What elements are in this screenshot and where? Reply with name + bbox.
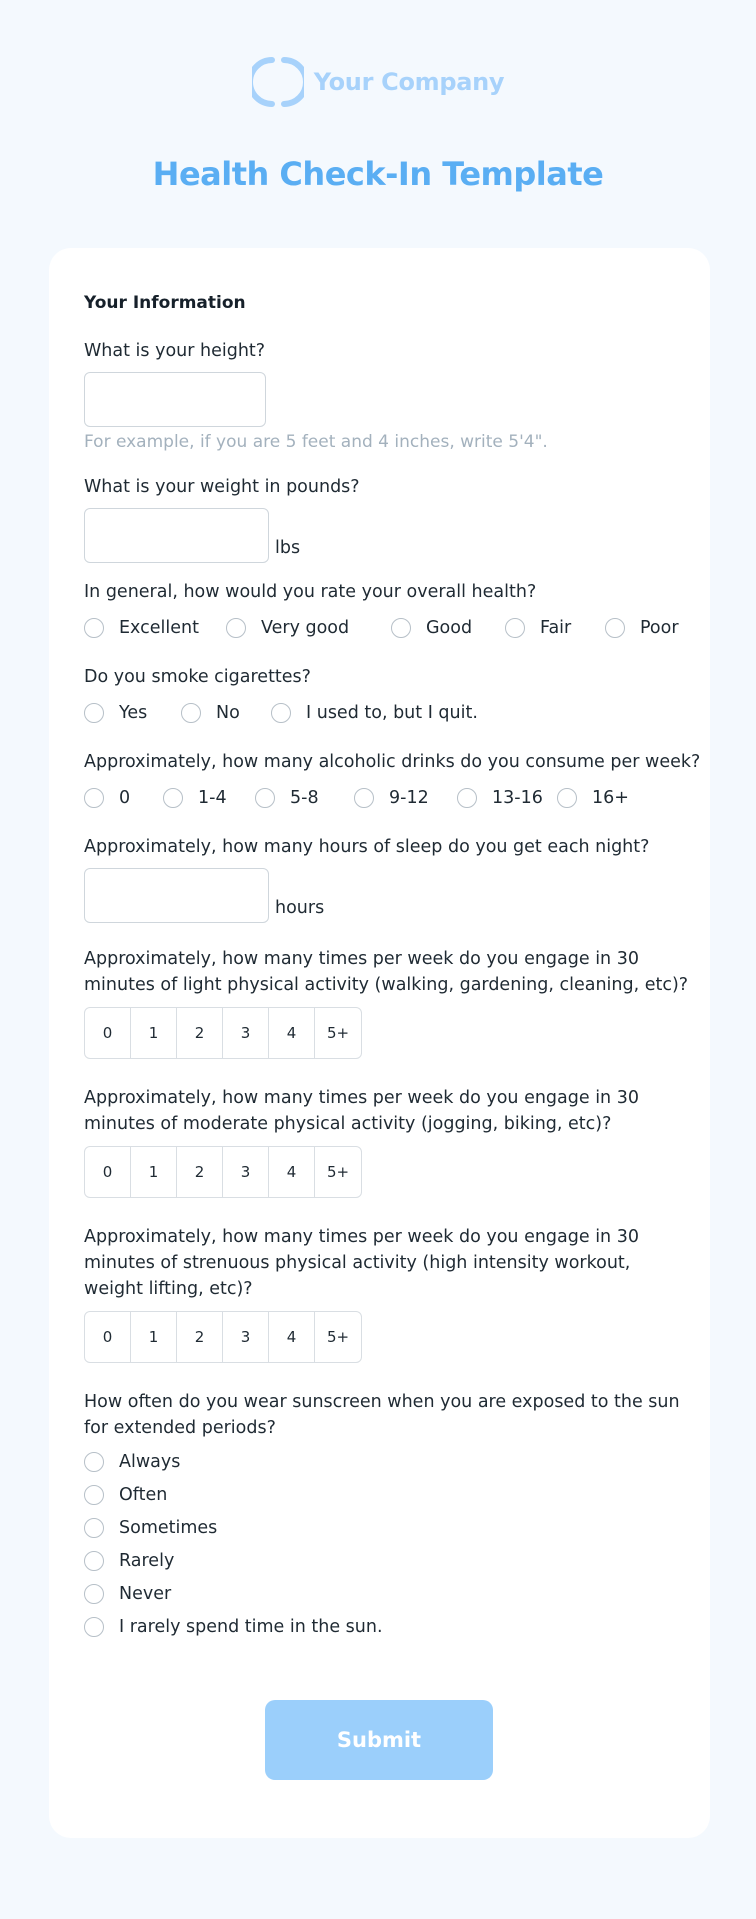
segment-option-1[interactable]: 1	[131, 1312, 177, 1362]
radio-option-rarely[interactable]: Rarely	[84, 1544, 383, 1577]
radio-option-rarely-in-sun[interactable]: I rarely spend time in the sun.	[84, 1610, 383, 1643]
radio-option-0[interactable]: 0	[84, 788, 163, 808]
question-line: minutes of moderate physical activity (jogging, biking, etc)?	[84, 1114, 612, 1134]
radio-button[interactable]	[84, 788, 104, 808]
segment-option-4[interactable]: 4	[269, 1312, 315, 1362]
weight-unit: lbs	[275, 538, 301, 558]
radio-button[interactable]	[391, 618, 411, 638]
company-logo-icon	[252, 56, 304, 108]
segment-option-1[interactable]: 1	[131, 1008, 177, 1058]
question-line: weight lifting, etc)?	[84, 1279, 253, 1299]
segment-option-0[interactable]: 0	[85, 1147, 131, 1197]
radio-button[interactable]	[84, 703, 104, 723]
radio-button[interactable]	[255, 788, 275, 808]
radio-option-13-16[interactable]: 13-16	[457, 788, 557, 808]
segment-option-3[interactable]: 3	[223, 1147, 269, 1197]
question-line: Approximately, how many times per week do you engage in 30	[84, 1227, 639, 1247]
question-line: Approximately, how many times per week do you engage in 30	[84, 1088, 639, 1108]
strenuous-activity-question	[84, 1224, 639, 1302]
height-input[interactable]	[84, 372, 266, 427]
sleep-question: Approximately, how many hours of sleep do you get each night?	[84, 837, 650, 857]
brand	[0, 56, 756, 108]
moderate-activity-selector	[84, 1146, 362, 1198]
section-title: Your Information	[84, 293, 246, 313]
segment-option-1[interactable]: 1	[131, 1147, 177, 1197]
radio-button[interactable]	[84, 1518, 104, 1538]
smoke-options	[84, 698, 478, 728]
radio-button[interactable]	[354, 788, 374, 808]
radio-button[interactable]	[605, 618, 625, 638]
weight-question: What is your weight in pounds?	[84, 477, 360, 497]
segment-option-5-plus[interactable]: 5+	[326, 1024, 350, 1042]
radio-option-1-4[interactable]: 1-4	[163, 788, 255, 808]
page-title: Health Check-In Template	[152, 155, 604, 193]
alcohol-options	[84, 783, 629, 813]
segment-option-5-plus[interactable]: 5+	[326, 1163, 350, 1181]
company-name: Your Company	[313, 68, 505, 96]
radio-option-often[interactable]: Often	[84, 1478, 383, 1511]
radio-button[interactable]	[271, 703, 291, 723]
segment-option-3[interactable]: 3	[223, 1008, 269, 1058]
radio-option-used-to-quit[interactable]: I used to, but I quit.	[271, 703, 478, 723]
smoke-question: Do you smoke cigarettes?	[84, 667, 311, 687]
radio-option-poor[interactable]: Poor	[605, 618, 679, 638]
form-card	[49, 248, 710, 1838]
overall-health-question: In general, how would you rate your overall health?	[84, 582, 537, 602]
sunscreen-options	[84, 1445, 383, 1643]
radio-button[interactable]	[226, 618, 246, 638]
submit-button[interactable]: Submit	[265, 1700, 493, 1780]
radio-option-good[interactable]: Good	[391, 618, 505, 638]
radio-button[interactable]	[181, 703, 201, 723]
radio-button[interactable]	[457, 788, 477, 808]
radio-option-9-12[interactable]: 9-12	[354, 788, 457, 808]
radio-button[interactable]	[84, 1584, 104, 1604]
radio-button[interactable]	[84, 1452, 104, 1472]
light-activity-question	[84, 946, 688, 998]
radio-button[interactable]	[163, 788, 183, 808]
radio-option-no[interactable]: No	[181, 703, 271, 723]
radio-option-16-plus[interactable]: 16+	[557, 788, 629, 808]
question-line: How often do you wear sunscreen when you are exposed to the sun	[84, 1392, 680, 1412]
sleep-input[interactable]	[84, 868, 269, 923]
radio-button[interactable]	[505, 618, 525, 638]
segment-option-0[interactable]: 0	[85, 1312, 131, 1362]
segment-option-3[interactable]: 3	[223, 1312, 269, 1362]
radio-option-sometimes[interactable]: Sometimes	[84, 1511, 383, 1544]
radio-option-never[interactable]: Never	[84, 1577, 383, 1610]
weight-input[interactable]	[84, 508, 269, 563]
moderate-activity-question	[84, 1085, 639, 1137]
radio-option-excellent[interactable]: Excellent	[84, 618, 226, 638]
radio-button[interactable]	[557, 788, 577, 808]
radio-option-yes[interactable]: Yes	[84, 703, 181, 723]
radio-option-always[interactable]: Always	[84, 1445, 383, 1478]
question-line: minutes of light physical activity (walking, gardening, cleaning, etc)?	[84, 975, 689, 995]
question-line: Approximately, how many times per week do you engage in 30	[84, 949, 639, 969]
strenuous-activity-selector	[84, 1311, 362, 1363]
segment-option-2[interactable]: 2	[177, 1147, 223, 1197]
radio-option-very-good[interactable]: Very good	[226, 618, 391, 638]
radio-button[interactable]	[84, 1485, 104, 1505]
segment-option-2[interactable]: 2	[177, 1312, 223, 1362]
radio-option-fair[interactable]: Fair	[505, 618, 605, 638]
segment-option-2[interactable]: 2	[177, 1008, 223, 1058]
segment-option-5-plus[interactable]: 5+	[326, 1328, 350, 1346]
question-line: minutes of strenuous physical activity (high intensity workout,	[84, 1253, 631, 1273]
sleep-unit: hours	[275, 898, 325, 918]
sunscreen-question	[84, 1389, 680, 1441]
overall-health-options	[84, 613, 679, 643]
light-activity-selector	[84, 1007, 362, 1059]
question-line: for extended periods?	[84, 1418, 276, 1438]
radio-button[interactable]	[84, 618, 104, 638]
alcohol-question: Approximately, how many alcoholic drinks do you consume per week?	[84, 752, 701, 772]
height-hint: For example, if you are 5 feet and 4 inches, write 5'4".	[84, 432, 548, 452]
radio-option-5-8[interactable]: 5-8	[255, 788, 354, 808]
radio-button[interactable]	[84, 1551, 104, 1571]
radio-button[interactable]	[84, 1617, 104, 1637]
segment-option-4[interactable]: 4	[269, 1008, 315, 1058]
height-question: What is your height?	[84, 341, 266, 361]
segment-option-4[interactable]: 4	[269, 1147, 315, 1197]
segment-option-0[interactable]: 0	[85, 1008, 131, 1058]
